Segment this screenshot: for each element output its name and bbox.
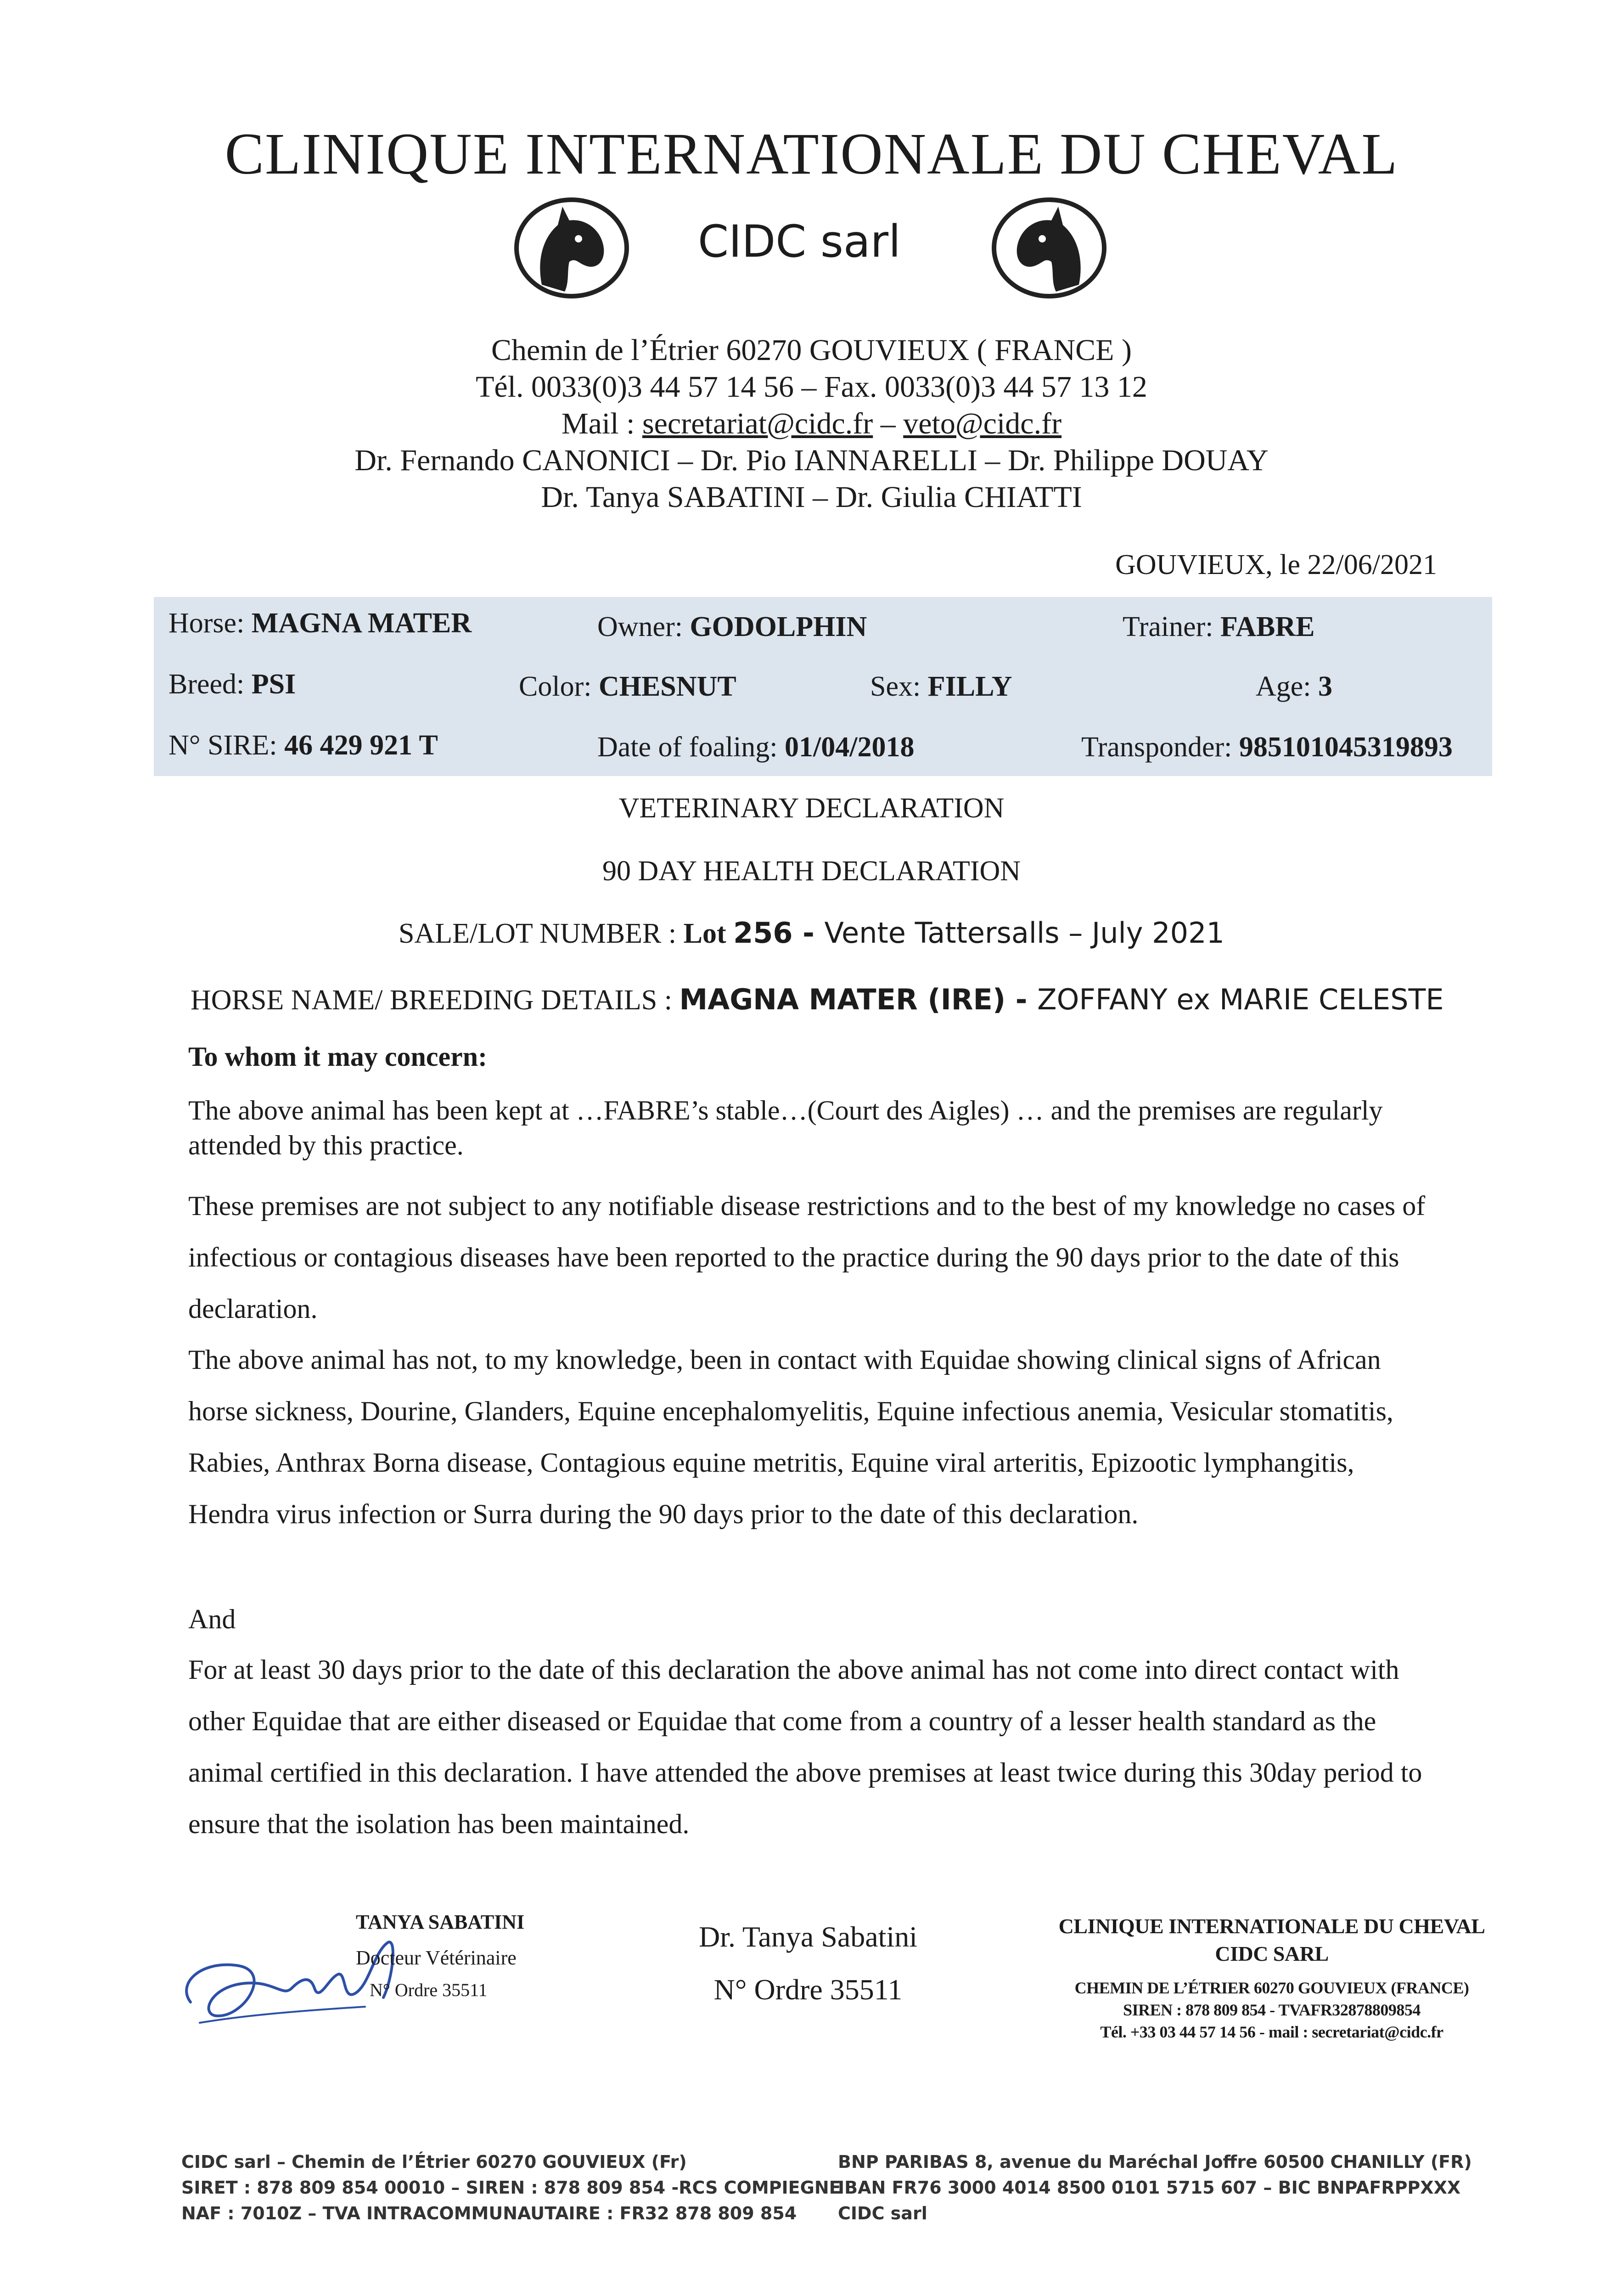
- sire-field: N° SIRE: 46 429 921 T: [168, 730, 438, 761]
- paragraph-isolation: For at least 30 days prior to the date of this declaration the above animal has not come into direct contact with other Equidae that are either diseased or Equidae that come from a country of a lesser health standard as the animal certified in this declaration. I have attended the above premises at least twice during this 30day period to ensure that the isolation has been maintained.: [188, 1654, 1422, 1839]
- sex-field: Sex: FILLY: [870, 671, 1012, 702]
- stamp-name: TANYA SABATINI: [356, 1911, 525, 1933]
- footer-right-line-1: BNP PARIBAS 8, avenue du Maréchal Joffre 60500 CHANILLY (FR): [838, 2152, 1472, 2172]
- signature-block: [172, 1892, 585, 2043]
- company-name: CIDC sarl: [698, 216, 901, 267]
- doctor-signature-name: [689, 1910, 927, 2016]
- stamp-line-1: CLINIQUE INTERNATIONALE DU CHEVAL: [1058, 1914, 1485, 1938]
- mail-separator: –: [873, 407, 904, 440]
- trainer-field: Trainer: FABRE: [1123, 611, 1315, 642]
- owner-field: Owner: GODOLPHIN: [597, 611, 867, 642]
- company-stamp: [1047, 1913, 1497, 2043]
- age-field: Age: 3: [1256, 671, 1333, 702]
- horse-field: Horse: MAGNA MATER: [168, 608, 472, 639]
- declaration-subtitle: 90 DAY HEALTH DECLARATION: [602, 855, 1021, 887]
- mail-veto-link[interactable]: veto@cidc.fr: [903, 407, 1062, 440]
- foaling-field: Date of foaling: 01/04/2018: [597, 732, 915, 763]
- breed-field: Breed: PSI: [168, 669, 296, 700]
- stamp-order: N° Ordre 35511: [370, 1980, 488, 2000]
- salutation: To whom it may concern:: [188, 1041, 488, 1072]
- stamp-line-5: Tél. +33 03 44 57 14 56 - mail : secretariat@cidc.fr: [1100, 2023, 1443, 2041]
- mail-label: Mail :: [561, 407, 642, 440]
- clinic-name: CLINIQUE INTERNATIONALE DU CHEVAL: [225, 121, 1398, 186]
- mail-secretariat-link[interactable]: secretariat@cidc.fr: [642, 407, 873, 440]
- footer-left: [181, 2149, 841, 2226]
- footer-left-line-3: NAF : 7010Z – TVA INTRACOMMUNAUTAIRE : FR32 878 809 854: [181, 2203, 797, 2223]
- paragraph-and: And: [188, 1604, 236, 1634]
- horse-info-panel: [154, 597, 1492, 776]
- horse-name-line: HORSE NAME/ BREEDING DETAILS : MAGNA MATER (IRE) - ZOFFANY ex MARIE CELESTE: [191, 983, 1444, 1016]
- footer-left-line-1: CIDC sarl – Chemin de l’Étrier 60270 GOUVIEUX (Fr): [181, 2152, 687, 2172]
- horse-head-icon: [510, 193, 634, 303]
- doctors-line-2: Dr. Tanya SABATINI – Dr. Giulia CHIATTI: [541, 480, 1082, 514]
- color-field: Color: CHESNUT: [519, 671, 736, 702]
- doctors-line-1: Dr. Fernando CANONICI – Dr. Pio IANNARELLI – Dr. Philippe DOUAY: [354, 444, 1269, 477]
- paragraph-premises: The above animal has been kept at …FABRE’s stable…(Court des Aigles) … and the premises are regularly attended by this practice.: [188, 1095, 1383, 1160]
- stamp-line-4: SIREN : 878 809 854 - TVAFR32878809854: [1123, 2001, 1421, 2019]
- footer-right-line-2: IBAN FR76 3000 4014 8500 0101 5715 607 – BIC BNPAFRPPXXX: [838, 2178, 1461, 2198]
- footer-right: [838, 2149, 1472, 2226]
- clinic-address: Chemin de l’Étrier 60270 GOUVIEUX ( FRANCE ): [491, 333, 1132, 367]
- clinic-phone-fax: Tél. 0033(0)3 44 57 14 56 – Fax. 0033(0)3 44 57 13 12: [476, 370, 1147, 404]
- footer-left-line-2: SIRET : 878 809 854 00010 – SIREN : 878 809 854 -RCS COMPIEGNE: [181, 2178, 841, 2198]
- doctor-order: N° Ordre 35511: [713, 1973, 903, 2006]
- doctor-name: Dr. Tanya Sabatini: [698, 1920, 918, 1953]
- declaration-title: VETERINARY DECLARATION: [618, 793, 1005, 824]
- footer-right-line-3: CIDC sarl: [838, 2203, 927, 2223]
- transponder-field: Transponder: 985101045319893: [1081, 732, 1453, 763]
- paragraph-contact: The above animal has not, to my knowledge, been in contact with Equidae showing clinical signs of African horse sickness, Dourine, Glanders, Equine encephalomyelitis, Equine infectious anemia, Vesicular stomatitis, Rabies, Anthrax Borna disease, Contagious equine metritis, Equine viral arteritis, Epizootic lymphangitis, Hendra virus infection or Surra during the 90 days prior to the date of this declaration.: [188, 1345, 1393, 1529]
- sale-lot-line: SALE/LOT NUMBER : Lot 256 - Vente Tattersalls – July 2021: [399, 916, 1224, 950]
- clinic-mail-line: [0, 406, 1623, 441]
- horse-head-icon: [987, 193, 1111, 303]
- stamp-line-3: CHEMIN DE L’ÉTRIER 60270 GOUVIEUX (FRANCE): [1074, 1979, 1469, 1997]
- document-date: GOUVIEUX, le 22/06/2021: [1115, 549, 1437, 580]
- stamp-title: Docteur Vétérinaire: [356, 1947, 517, 1969]
- paragraph-restrictions: These premises are not subject to any notifiable disease restrictions and to the best of my knowledge no cases of infectious or contagious diseases have been reported to the practice during the 90 days prior to the date of this declaration.: [188, 1191, 1426, 1324]
- stamp-line-2: CIDC SARL: [1215, 1942, 1329, 1965]
